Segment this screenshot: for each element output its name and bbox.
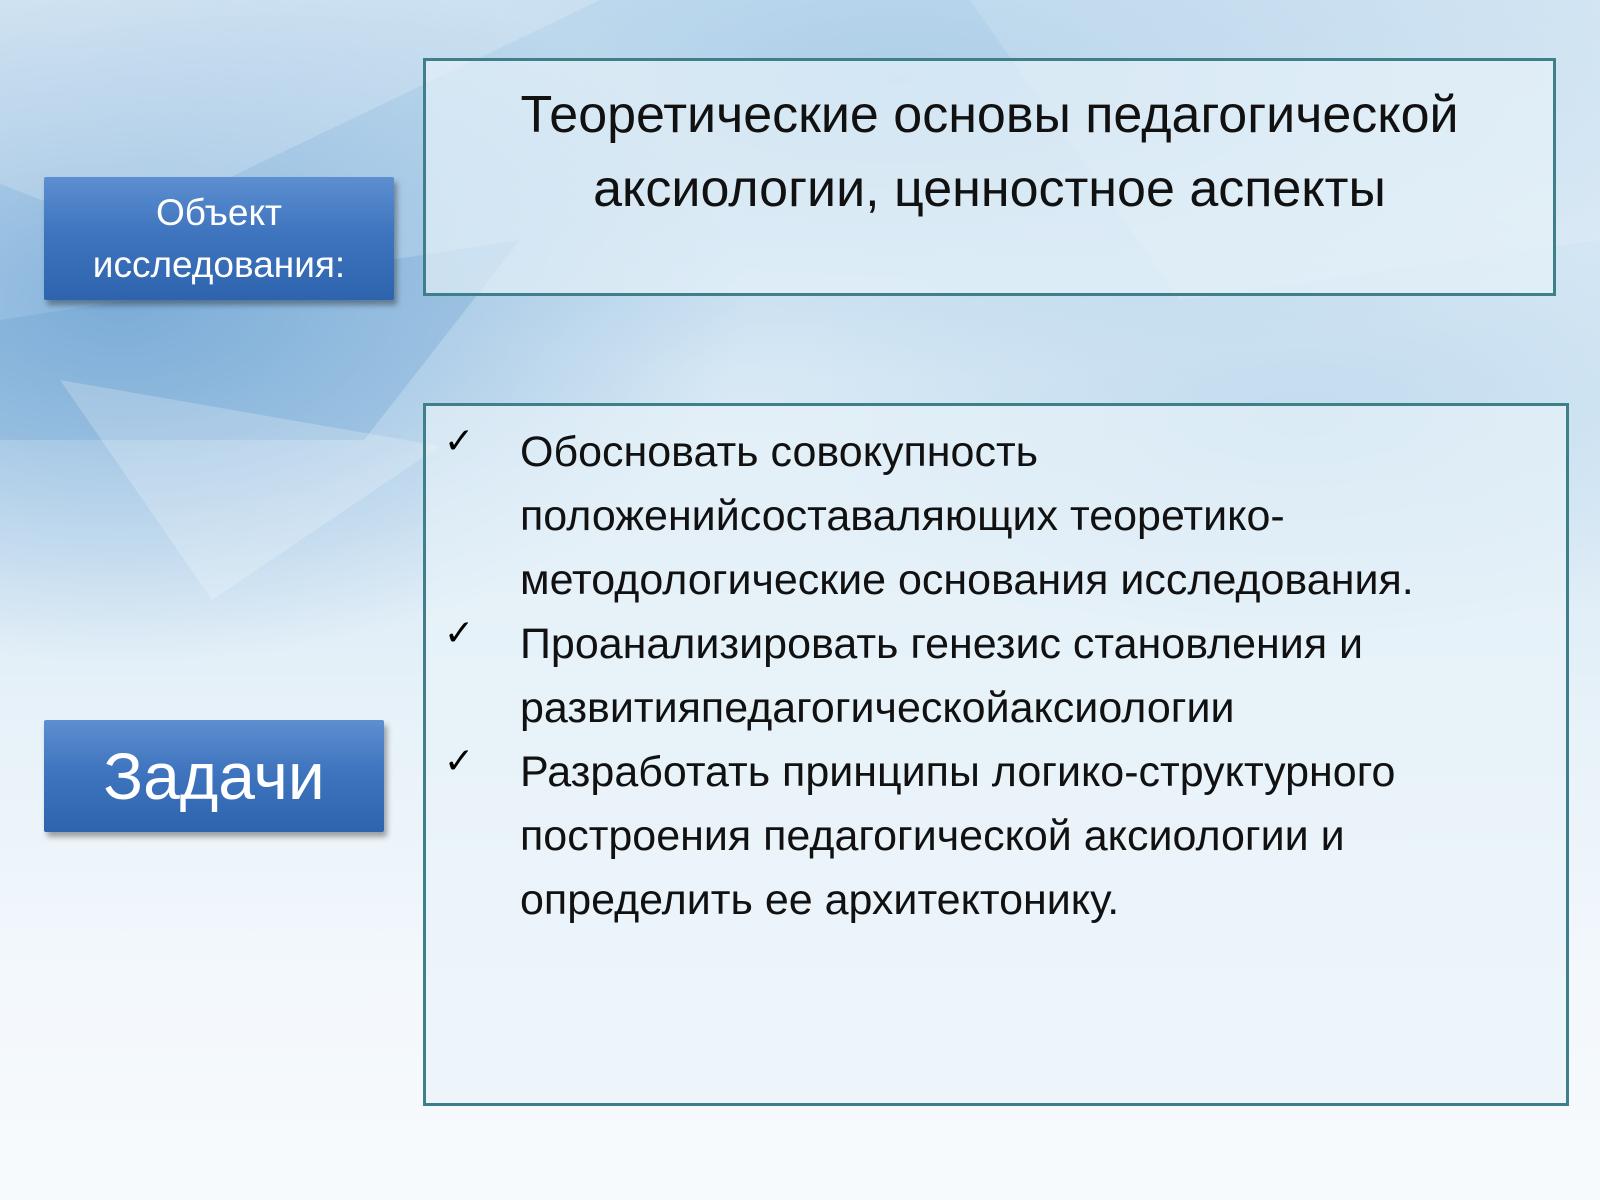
tasks-label xyxy=(44,720,384,832)
tasks-content-box xyxy=(423,403,1569,1106)
task-list xyxy=(426,420,1556,932)
task-item xyxy=(426,612,1556,740)
task-text: Проанализировать генезис становления и развитияпедагогическойаксиологии xyxy=(520,620,1364,732)
checkmark-icon: ✓ xyxy=(444,421,475,462)
task-item xyxy=(426,740,1556,932)
object-text: Теоретические основы педагогической аксиологии, ценностное аспекты xyxy=(520,86,1459,218)
checkmark-icon: ✓ xyxy=(444,741,475,782)
object-content-box xyxy=(423,58,1556,296)
task-text: Обосновать совокупность положенийсоставаляющих теоретико-методологические основания исследования. xyxy=(520,428,1414,604)
tasks-label-text: Задачи xyxy=(103,739,325,813)
checkmark-icon: ✓ xyxy=(444,613,475,654)
object-label xyxy=(44,177,394,300)
object-label-text: Объект исследования: xyxy=(92,192,346,285)
task-item xyxy=(426,420,1556,612)
task-text: Разработать принципы логико-структурного построения педагогической аксиологии и определить ее архитектонику. xyxy=(520,748,1396,924)
